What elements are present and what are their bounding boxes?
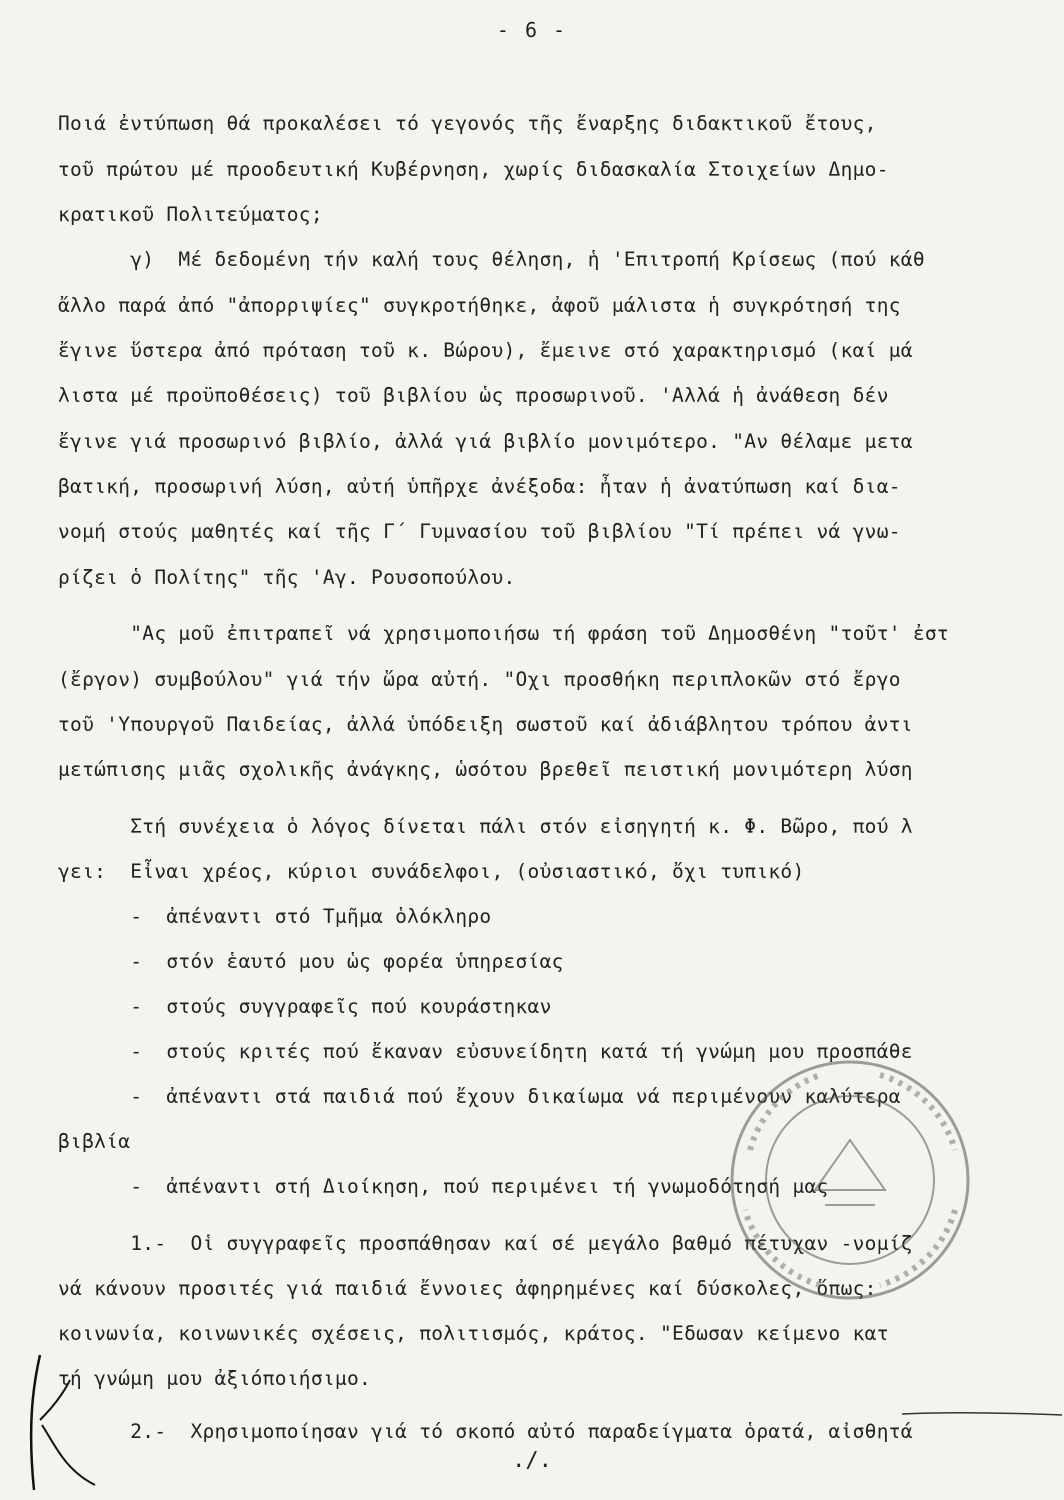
list-item: - ἀπέναντι στό Τμῆμα ὁλόκληρο <box>58 905 492 928</box>
text-line: μετώπισης μιᾶς σχολικῆς ἀνάγκης, ὡσότου βρεθεῖ πειστική μονιμότερη λύση <box>58 758 913 781</box>
text-line: 1.- Οἱ συγγραφεῖς προσπάθησαν καί σέ μεγάλο βαθμό πέτυχαν -νομίζ <box>58 1232 913 1255</box>
text-line: ἄλλο παρά ἀπό "ἀπορριψίες" συγκροτήθηκε, ἀφοῦ μάλιστα ἡ συγκρότησή της <box>58 294 901 317</box>
text-line: κρατικοῦ Πολιτεύματος; <box>58 203 323 226</box>
text-line: νομή στούς μαθητές καί τῆς Γ΄ Γυμνασίου τοῦ βιβλίου "Τί πρέπει νά γνω- <box>58 520 901 543</box>
text-line: τοῦ 'Υπουργοῦ Παιδείας, ἀλλά ὑπόδειξη σωστοῦ καί ἀδιάβλητου τρόπου ἀντι <box>58 713 913 736</box>
list-item: - στούς κριτές πού ἔκαναν εὐσυνείδητη κατά τή γνώμη μου προσπάθε <box>58 1040 913 1063</box>
text-line: ἔγινε γιά προσωρινό βιβλίο, ἀλλά γιά βιβλίο μονιμότερο. "Αν θέλαμε μετα <box>58 430 913 453</box>
text-line: βιβλία <box>58 1130 131 1153</box>
text-line: 2.- Χρησιμοποίησαν γιά τό σκοπό αὐτό παραδείγματα ὁρατά, αἰσθητά <box>58 1420 913 1443</box>
handwritten-signature-icon <box>10 1350 100 1500</box>
text-line: "Ας μοῦ ἐπιτραπεῖ νά χρησιμοποιήσω τή φράση τοῦ Δημοσθένη "τοῦτ' ἐστ <box>58 622 949 645</box>
text-line: γει: Εἶναι χρέος, κύριοι συνάδελφοι, (οὐσιαστικό, ὄχι τυπικό) <box>58 860 805 883</box>
list-item: - ἀπέναντι στή Διοίκηση, πού περιμένει τή γνωμοδότησή μας <box>58 1175 829 1198</box>
text-line: Στή συνέχεια ὁ λόγος δίνεται πάλι στόν εἰσηγητή κ. Φ. Βῶρο, πού λ <box>58 815 913 838</box>
page-number: - 6 - <box>496 18 568 42</box>
text-line: ρίζει ὁ Πολίτης" τῆς 'Αγ. Ρουσοπούλου. <box>58 566 516 589</box>
continuation-mark: .∕. <box>512 1448 552 1473</box>
list-item: - στούς συγγραφεῖς πού κουράστηκαν <box>58 995 552 1018</box>
list-item: - ἀπέναντι στά παιδιά πού ἔχουν δικαίωμα νά περιμένουν καλύτερα <box>58 1085 901 1108</box>
text-line: βατική, προσωρινή λύση, αὐτή ὑπῆρχε ἀνέξοδα: ἦταν ἡ ἀνατύπωση καί δια- <box>58 475 901 498</box>
underline-mark <box>900 1410 1064 1418</box>
text-line: τοῦ πρώτου μέ προοδευτική Κυβέρνηση, χωρίς διδασκαλία Στοιχείων Δημο- <box>58 158 889 181</box>
text-line: κοινωνία, κοινωνικές σχέσεις, πολιτισμός, κράτος. "Εδωσαν κείμενο κατ <box>58 1322 889 1345</box>
text-line: γ) Μέ δεδομένη τήν καλή τους θέληση, ἡ 'Επιτροπή Κρίσεως (πού κάθ <box>58 248 925 271</box>
text-line: Ποιά ἐντύπωση θά προκαλέσει τό γεγονός τῆς ἔναρξης διδακτικοῦ ἔτους, <box>58 112 877 135</box>
text-line: ἔγινε ὕστερα ἀπό πρόταση τοῦ κ. Βώρου), ἔμεινε στό χαρακτηρισμό (καί μά <box>58 339 913 362</box>
list-item: - στόν ἑαυτό μου ὡς φορέα ὑπηρεσίας <box>58 950 564 973</box>
text-line: τή γνώμη μου ἀξιόποιήσιμο. <box>58 1367 372 1390</box>
text-line: λιστα μέ προϋποθέσεις) τοῦ βιβλίου ὡς προσωρινοῦ. 'Αλλά ἡ ἀνάθεση δέν <box>58 384 889 407</box>
text-line: (ἔργον) συμβούλου" γιά τήν ὥρα αὐτή. "Οχι προσθήκη περιπλοκῶν στό ἔργο <box>58 668 901 691</box>
text-line: νά κάνουν προσιτές γιά παιδιά ἔννοιες ἀφηρημένες καί δύσκολες, ὅπως: <box>58 1277 877 1300</box>
official-seal-stamp-icon <box>720 1050 980 1310</box>
